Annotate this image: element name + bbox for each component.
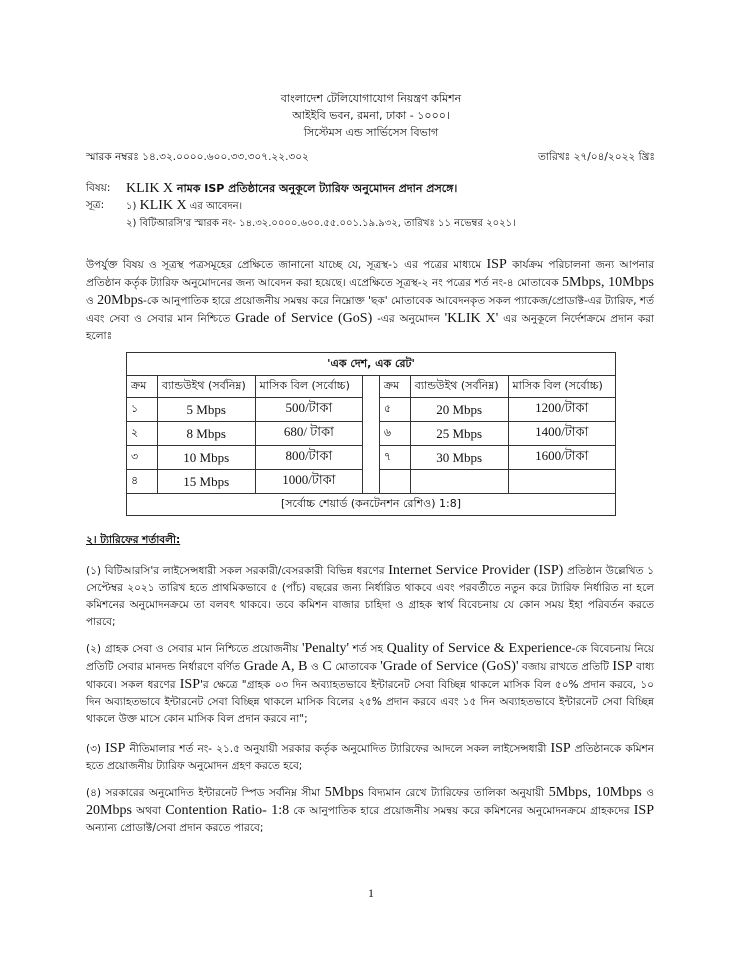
table-header-row: ক্রম ব্যান্ডউইথ (সর্বনিম্ন) মাসিক বিল (সর্বোচ্চ) ক্রম ব্যান্ডউইথ (সর্বনিম্ন) মাসিক বিল (সর্বোচ্চ) bbox=[127, 376, 616, 398]
condition-2: (২) গ্রাহক সেবা ও সেবার মান নিশ্চিতে প্রয়োজনীয় 'Penalty' শর্ত সহ Quality of Service & Experience-কে বিবেচনায় নিয়ে প্রতিটি সেবার মানদন্ড নির্ধারণে বর্ণিত Grade A, B ও C মোতাবেক 'Grade of Service (GoS)' বজায় রাখতে প্রতিটি ISP বাধ্য থাকবে। সকল ধরণের ISP'র ক্ষেত্রে "গ্রাহক ০৩ দিন অব্যাহতভাবে ইন্টারনেট সেবা বিচ্ছিন্ন থাকলে মাসিক বিল ৫০% প্রদান করবে, ১০ দিন অব্যাহতভাবে ইন্টারনেট সেবা বিচ্ছিন্ন থাকলে মাসিক বিলের ২৫% প্রদান করবে এবং ১৫ দিন অব্যাহতভাবে ইন্টারনেট সেবা বিচ্ছিন্ন থাকলে উক্ত মাসে কোন মাসিক বিল প্রদান করবে না"; bbox=[86, 641, 655, 725]
section-2-heading: ২। ট্যারিফের শর্তাবলী: bbox=[86, 534, 181, 546]
page-number: 1 bbox=[368, 886, 374, 900]
subject-label: বিষয়: bbox=[86, 182, 111, 194]
source-item-2: ২) বিটিআরসি'র স্মারক নং- ১৪.৩২.০০০০.৬০০.৫৫.০০১.১৯.৯৩২, তারিখঃ ১১ নভেম্বর ২০২১। bbox=[126, 218, 516, 229]
table-title: 'এক দেশ, এক রেট' bbox=[127, 353, 616, 376]
source-item-1: ১) KLIK X এর আবেদন। bbox=[126, 198, 243, 213]
condition-3: (৩) ISP নীতিমালার শর্ত নং- ২১.৫ অনুযায়ী সরকার কর্তৃক অনুমোদিত ট্যারিফের আদলে সকল লাইসেন্সধারী ISP প্রতিষ্ঠানকে কমিশন হতে প্রয়োজনীয় ট্যারিফ অনুমোদন গ্রহণ করতে হবে; bbox=[86, 741, 655, 772]
table-row: ২ 8 Mbps 680/ টাকা ৬ 25 Mbps 1400/টাকা bbox=[127, 422, 616, 446]
subject-text: KLIK X নামক ISP প্রতিষ্ঠানের অনুকূলে ট্যারিফ অনুমোদন প্রদান প্রসঙ্গে। bbox=[126, 181, 458, 196]
subject-block bbox=[86, 180, 682, 232]
table-row: ৩ 10 Mbps 800/টাকা ৭ 30 Mbps 1600/টাকা bbox=[127, 446, 616, 470]
memo-line bbox=[86, 150, 655, 167]
table-row: ১ 5 Mbps 500/টাকা ৫ 20 Mbps 1200/টাকা bbox=[127, 398, 616, 422]
tariff-table bbox=[126, 352, 616, 516]
memo-reference: স্মারক নম্বরঃ ১৪.৩২.০০০০.৬০০.৩৩.৩০৭.২২.৩০২ bbox=[86, 151, 309, 163]
org-name: বাংলাদেশ টেলিযোগাযোগ নিয়ন্ত্রণ কমিশন bbox=[280, 92, 462, 105]
memo-date: তারিখঃ ২৭/০৪/২০২২ খ্রিঃ bbox=[538, 151, 655, 163]
letterhead bbox=[0, 90, 742, 141]
intro-paragraph: উপর্যুক্ত বিষয় ও সূত্রস্থ পত্রসমূহের প্রেক্ষিতে জানানো যাচ্ছে যে, সূত্রস্থ-১ এর পত্রের মাধ্যমে ISP কার্যক্রম পরিচালনা জন্য আপনার প্রতিষ্ঠান কর্তৃক ট্যারিফ অনুমোদনের জন্য আবেদন করা হয়েছে। এপ্রেক্ষিতে সূত্রস্থ-২ নং পত্রের শর্ত নং-৪ মোতাবেক 5Mbps, 10Mbps ও 20Mbps-কে আনুপাতিক হারে প্রয়োজনীয় সমন্বয় করে নিম্নোক্ত 'ছক' মোতাবেক আবেদনকৃত সকল প্যাকেজ/প্রোডাক্ট-এর ট্যারিফ, শর্ত এবং সেবা ও সেবার মান নিশ্চিতে Grade of Service (GoS) -এর অনুমোদন 'KLIK X' এর অনুকূলে নির্দেশক্রমে প্রদান করা হলোঃ bbox=[86, 257, 655, 342]
table-footer: [সর্বোচ্চ শেয়ার্ড (কনটেনশন রেশিও) 1:8] bbox=[127, 494, 616, 516]
org-address: আইইবি ভবন, রমনা, ঢাকা - ১০০০। bbox=[292, 109, 450, 122]
table-row: ৪ 15 Mbps 1000/টাকা bbox=[127, 470, 616, 494]
condition-1: (১) বিটিআরসি'র লাইসেন্সধারী সকল সরকারী/বেসরকারী বিভিন্ন ধরণের Internet Service Provider (ISP) প্রতিষ্ঠান উল্লেখিত ১ সেপ্টেম্বর ২০২১ তারিখ হতে প্রাথমিকভাবে ৫ (পাঁচ) বছরের জন্য নির্ধারিত থাকবে এবং পরবর্তীতে নতুন করে ট্যারিফ নির্ধারিত না হলে কমিশনের অনুমোদনক্রমে তা বলবৎ থাকবে। তবে কমিশন বাজার চাহিদা ও গ্রাহক স্বার্থ বিবেচনায় যে কোন সময় ইহা পরিবর্তন করতে পারবে; bbox=[86, 563, 654, 628]
org-division: সিস্টেমস এন্ড সার্ভিসেস বিভাগ bbox=[303, 126, 439, 139]
source-label: সূত্র: bbox=[86, 199, 105, 211]
condition-4: (৪) সরকারের অনুমোদিত ইন্টারনেট স্পিড সর্বনিম্ন সীমা 5Mbps বিদ্যমান রেখে ট্যারিফের তালিকা অনুযায়ী 5Mbps, 10Mbps ও 20Mbps অথবা Contention Ratio- 1:8 কে আনুপাতিক হারে প্রয়োজনীয় সমন্বয় করে কমিশনের অনুমোদনক্রমে গ্রাহকদের ISP অন্যান্য প্রোডাক্ট/সেবা প্রদান করতে পারবে; bbox=[86, 785, 654, 834]
